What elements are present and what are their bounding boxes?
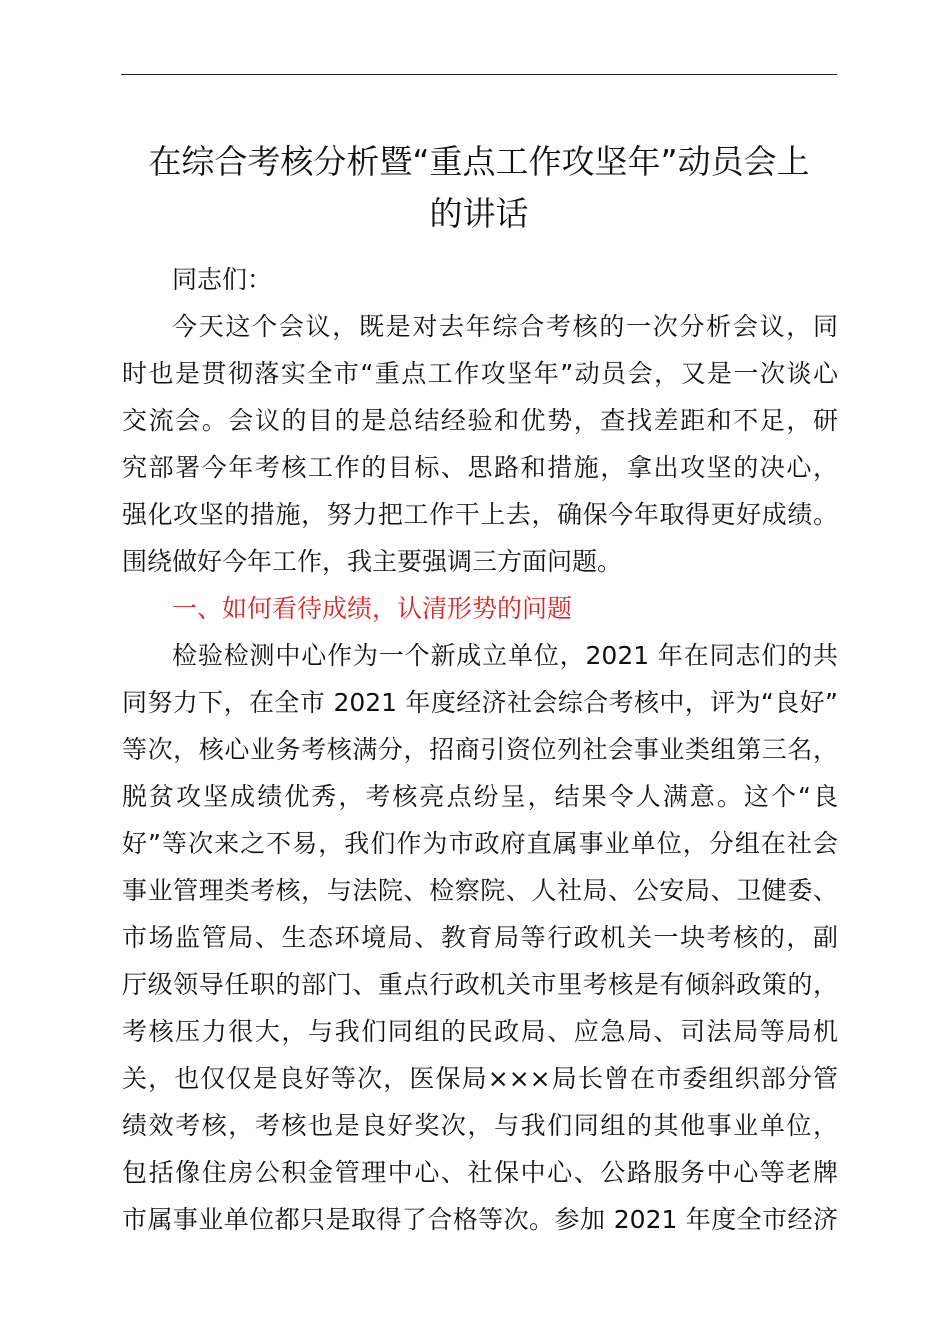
paragraph-1-line: 强化攻坚的措施，努力把工作干上去，确保今年取得更好成绩。 xyxy=(122,500,838,529)
paragraph-1-line: 时也是贯彻落实全市“重点工作攻坚年”动员会，又是一次谈心 xyxy=(122,359,838,388)
document-title xyxy=(110,136,848,240)
paragraph-2-line: 市属事业单位都只是取得了合格等次。参加 2021 年度全市经济 xyxy=(122,1205,838,1234)
paragraph-2-line: 检验检测中心作为一个新成立单位，2021 年在同志们的共 xyxy=(172,641,838,670)
title-line-1: 在综合考核分析暨“重点工作攻坚年”动员会上 xyxy=(148,142,810,181)
salutation: 同志们： xyxy=(172,265,273,294)
paragraph-2-line: 等次，核心业务考核满分，招商引资位列社会事业类组第三名， xyxy=(122,735,838,764)
paragraph-2-line: 事业管理类考核，与法院、检察院、人社局、公安局、卫健委、 xyxy=(122,876,838,905)
header-rule xyxy=(121,74,837,75)
paragraph-2-line: 市场监管局、生态环境局、教育局等行政机关一块考核的，副 xyxy=(122,923,838,952)
paragraph-2-line: 绩效考核，考核也是良好奖次，与我们同组的其他事业单位， xyxy=(122,1111,838,1140)
paragraph-2-line: 关，也仅仅是良好等次，医保局×××局长曾在市委组织部分管 xyxy=(122,1064,838,1093)
paragraph-2-line: 好”等次来之不易，我们作为市政府直属事业单位，分组在社会 xyxy=(122,829,838,858)
paragraph-2-line: 考核压力很大，与我们同组的民政局、应急局、司法局等局机 xyxy=(122,1017,838,1046)
paragraph-1-line: 究部署今年考核工作的目标、思路和措施，拿出攻坚的决心， xyxy=(122,453,838,482)
paragraph-2-line: 厅级领导任职的部门、重点行政机关市里考核是有倾斜政策的， xyxy=(122,970,838,999)
paragraph-1-line: 围绕做好今年工作，我主要强调三方面问题。 xyxy=(122,547,623,576)
section-1-heading: 一、如何看待成绩，认清形势的问题 xyxy=(172,594,573,623)
paragraph-2-line: 同努力下，在全市 2021 年度经济社会综合考核中，评为“良好” xyxy=(122,688,838,717)
paragraph-1-line: 今天这个会议，既是对去年综合考核的一次分析会议，同 xyxy=(172,312,838,341)
title-line-2: 的讲话 xyxy=(429,194,529,233)
paragraph-1-line: 交流会。会议的目的是总结经验和优势，查找差距和不足，研 xyxy=(122,406,838,435)
document-body xyxy=(122,256,838,1243)
paragraph-2-line: 包括像住房公积金管理中心、社保中心、公路服务中心等老牌 xyxy=(122,1158,838,1187)
paragraph-2-line: 脱贫攻坚成绩优秀，考核亮点纷呈，结果令人满意。这个“良 xyxy=(122,782,838,811)
